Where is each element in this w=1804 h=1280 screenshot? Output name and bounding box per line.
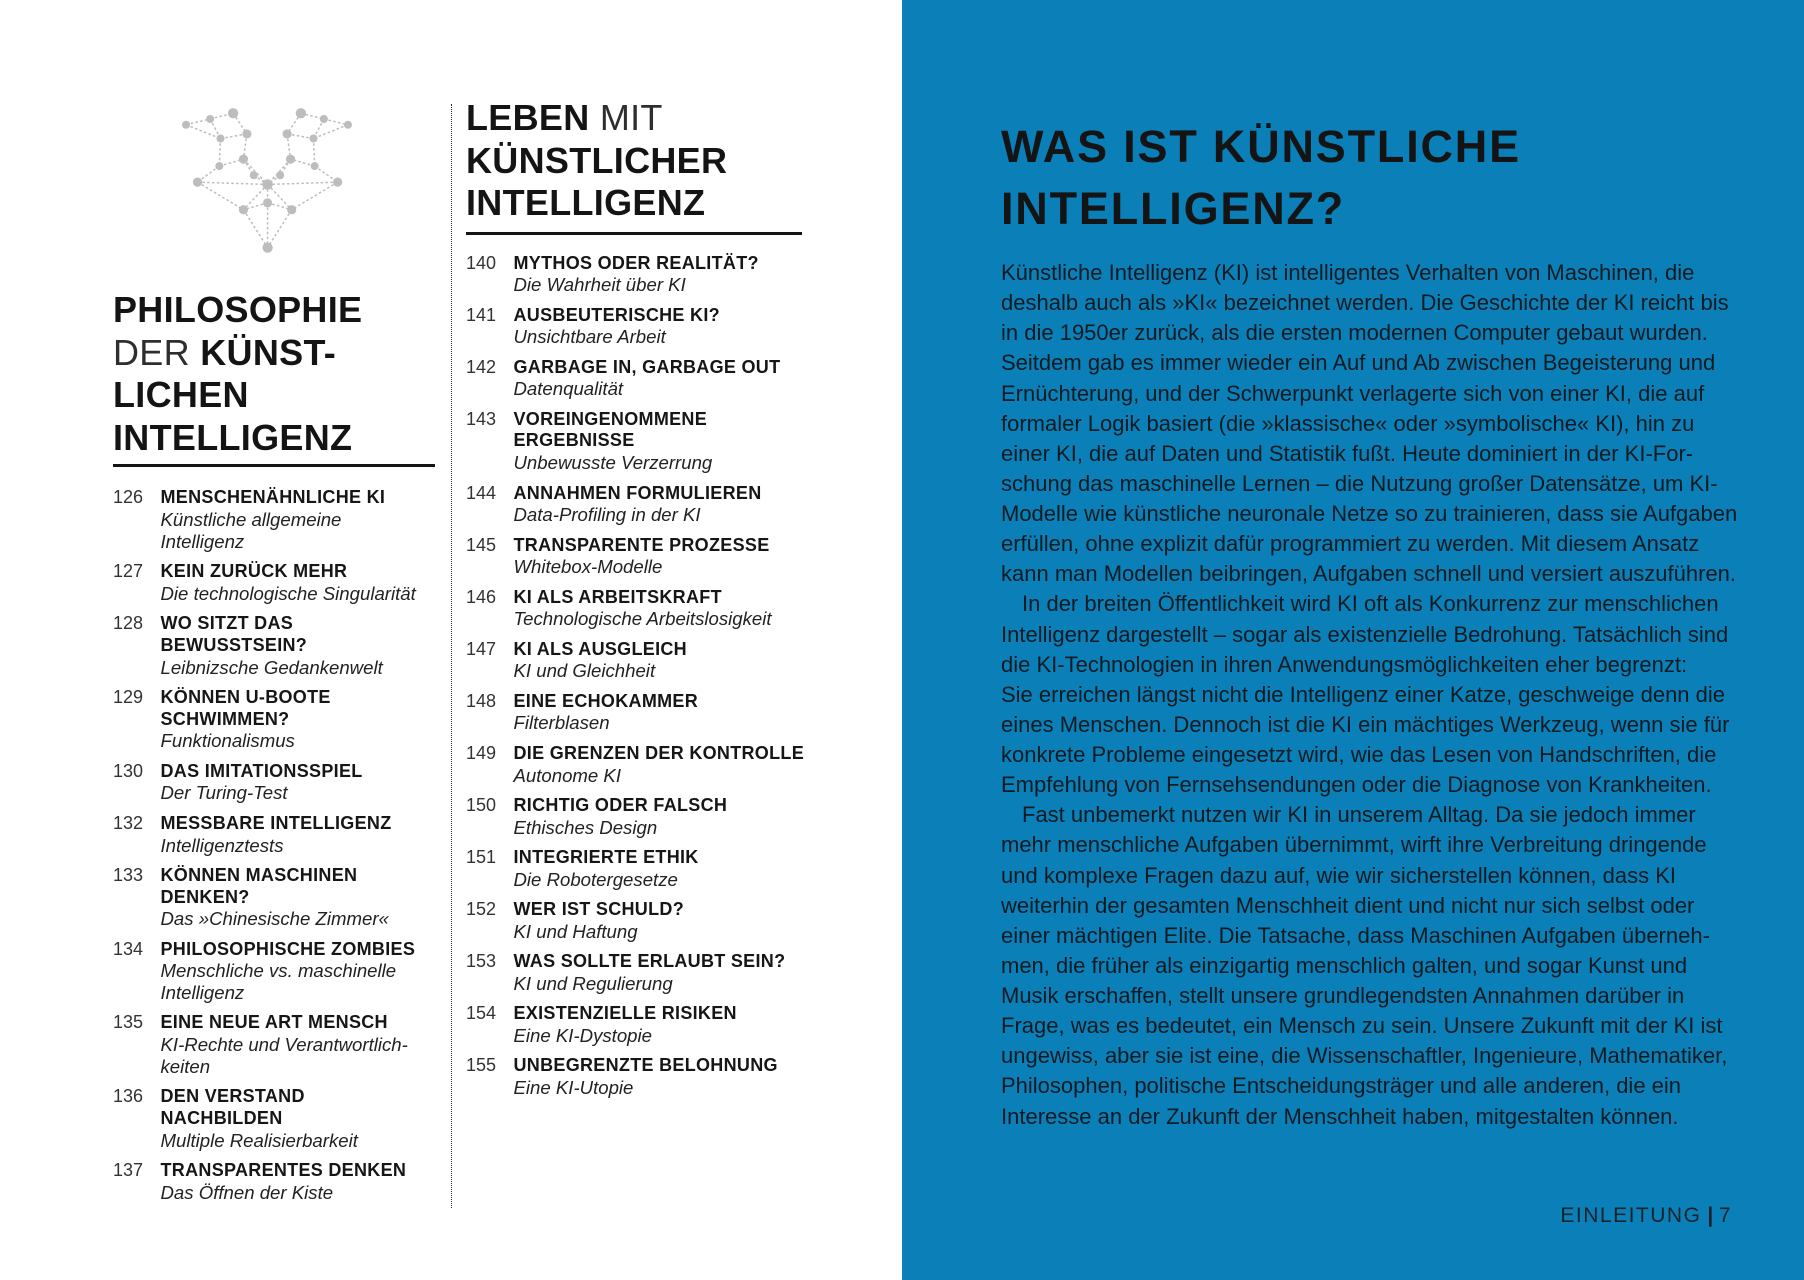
- network-nodes: [182, 108, 352, 253]
- heading-word: KÜNST-: [200, 331, 337, 373]
- toc-entry-title: KÖNNEN U-BOOTE: [160, 686, 331, 707]
- toc-entry-subtitle: Filterblasen: [513, 712, 610, 734]
- toc-entry-subtitle: Autonome KI: [513, 764, 621, 786]
- toc-page-number: 127: [113, 561, 144, 582]
- heading-word: KÜNSTLICHER: [466, 139, 728, 181]
- body-paragraph: [1001, 589, 1761, 800]
- body-line: Künstliche Intelligenz (KI) ist intelligentes Verhalten von Maschinen, die: [1001, 260, 1695, 285]
- philosophy-contents-list: [113, 487, 416, 1212]
- heading-line: [466, 140, 727, 183]
- toc-entry-title: NACHBILDEN: [160, 1107, 283, 1128]
- toc-entry: [466, 743, 804, 787]
- toc-entry-subtitle: KI und Regulierung: [513, 972, 673, 994]
- toc-entry-text: [514, 951, 786, 995]
- intro-body-text: [1001, 258, 1761, 1132]
- toc-page-number: 150: [466, 794, 497, 815]
- toc-entry-title: WER IST SCHULD?: [513, 898, 684, 919]
- title-line: WAS IST KÜNSTLICHE: [1001, 121, 1521, 172]
- toc-entry-title: ANNAHMEN FORMULIEREN: [513, 482, 762, 503]
- neural-network-icon: [178, 106, 356, 256]
- toc-entry-text: [161, 561, 416, 605]
- toc-page-number: 126: [113, 487, 144, 508]
- body-line: Interesse an der Zukunft der Menschheit haben, mitgestalten können.: [1001, 1103, 1679, 1129]
- section-heading-rule: [466, 232, 802, 235]
- toc-entry: [113, 487, 416, 552]
- body-line: Empfehlung von Fernsehsendungen oder die Diagnose von Krankheiten.: [1001, 772, 1712, 798]
- toc-entry: [113, 613, 416, 678]
- body-paragraph: [1001, 258, 1761, 589]
- toc-entry-title: RICHTIG ODER FALSCH: [513, 794, 728, 815]
- toc-page-number: 152: [466, 898, 497, 919]
- heading-word: MIT: [599, 97, 663, 138]
- toc-entry-subtitle: Das Öffnen der Kiste: [160, 1181, 334, 1203]
- toc-entry-subtitle: KI und Haftung: [513, 920, 638, 942]
- living-contents-list: [466, 253, 804, 1108]
- heading-word: DER: [113, 331, 190, 373]
- toc-entry-text: [514, 253, 759, 297]
- toc-entry: [113, 761, 416, 805]
- body-line: formaler Logik basiert (die »klassische« oder »symbolische« KI), hin zu: [1001, 410, 1695, 436]
- body-line: Frage, was es bedeutet, ein Mensch zu sein. Unsere Zukunft mit der KI ist: [1001, 1013, 1723, 1039]
- toc-entry: [466, 691, 804, 735]
- philosophy-section-heading: [113, 289, 362, 459]
- toc-entry: [466, 253, 804, 297]
- body-line: erfüllen, ohne explizit dafür programmiert zu werden. Mit diesem Ansatz: [1001, 531, 1700, 557]
- toc-entry: [466, 409, 804, 474]
- toc-entry-title: MESSBARE INTELLIGENZ: [160, 812, 392, 833]
- heading-word: INTELLIGENZ: [466, 182, 706, 224]
- heading-line: [466, 97, 727, 140]
- toc-entry: [466, 1003, 804, 1047]
- toc-entry-subtitle: Leibnizsche Gedankenwelt: [160, 656, 383, 678]
- toc-entry-title: INTEGRIERTE ETHIK: [513, 846, 699, 867]
- toc-entry-subtitle: KI-Rechte und Verantwortlich-: [160, 1034, 408, 1056]
- toc-entry: [113, 813, 416, 857]
- toc-page-number: 134: [113, 938, 144, 959]
- toc-entry-subtitle: Ethisches Design: [513, 816, 658, 838]
- heading-line: [466, 182, 727, 225]
- toc-entry-title: KÖNNEN MASCHINEN: [160, 864, 358, 885]
- toc-entry: [466, 587, 804, 631]
- toc-page-number: 144: [466, 482, 497, 503]
- body-line: Sie erreichen längst nicht die Intelligenz einer Katze, geschweige denn die: [1001, 681, 1726, 707]
- page-title: [1001, 116, 1521, 240]
- heading-line: [113, 374, 362, 417]
- toc-entry-title: ERGEBNISSE: [513, 430, 635, 451]
- toc-entry-subtitle: Die Wahrheit über KI: [513, 274, 686, 296]
- toc-entry-title: AUSBEUTERISCHE KI?: [513, 304, 720, 325]
- footer-separator: |: [1707, 1204, 1715, 1227]
- body-line: deshalb auch als »KI« bezeichnet werden. Die Geschichte der KI reicht bis: [1001, 290, 1729, 316]
- toc-entry-title: DEN VERSTAND: [160, 1086, 305, 1107]
- toc-entry-subtitle: Eine KI-Dystopie: [513, 1024, 652, 1046]
- toc-page-number: 128: [113, 613, 144, 634]
- body-line: ungewiss, aber sie ist eine, die Wissenschaftler, Ingenieure, Mathematiker,: [1001, 1043, 1728, 1069]
- toc-entry-text: [161, 939, 416, 1004]
- toc-entry-text: [161, 1160, 407, 1204]
- body-line: In der breiten Öffentlichkeit wird KI oft als Konkurrenz zur menschlichen: [1022, 591, 1719, 617]
- toc-entry-text: [514, 305, 720, 349]
- toc-page-number: 129: [113, 686, 144, 707]
- section-heading-rule: [113, 464, 435, 467]
- body-line: Seitdem gab es immer wieder ein Auf und Ab zwischen Begeisterung und: [1001, 350, 1716, 376]
- toc-entry: [113, 561, 416, 605]
- toc-entry-text: [161, 865, 389, 930]
- body-line: in die 1950er zurück, als die ersten modernen Computer gebaut wurden.: [1001, 320, 1708, 346]
- toc-page-number: 151: [466, 846, 497, 867]
- body-line: Philosophen, politische Entscheidungsträger und alle anderen, die ein: [1001, 1073, 1682, 1099]
- toc-page-number: 137: [113, 1160, 144, 1181]
- toc-entry-text: [514, 409, 713, 474]
- toc-page-number: 146: [466, 586, 497, 607]
- toc-entry-subtitle: Funktionalismus: [160, 730, 295, 752]
- living-section-heading: [466, 97, 727, 225]
- body-line: und komplexe Fragen dazu auf, wie wir sicherstellen können, dass KI: [1001, 862, 1677, 888]
- toc-page-number: 133: [113, 864, 144, 885]
- column-divider: [451, 104, 452, 1208]
- toc-page-number: 143: [466, 408, 497, 429]
- heading-line: [113, 332, 362, 375]
- toc-entry-title: PHILOSOPHISCHE ZOMBIES: [160, 938, 416, 959]
- toc-entry: [466, 899, 804, 943]
- body-line: eines Menschen. Dennoch ist die KI ein mächtiges Werkzeug, wenn sie für: [1001, 711, 1730, 737]
- body-line: Modelle wie künstliche neuronale Netze so zu trainieren, dass sie Aufgaben: [1001, 501, 1738, 526]
- toc-entry: [466, 305, 804, 349]
- toc-entry-title: DAS IMITATIONSSPIEL: [160, 760, 363, 781]
- toc-entry-title: DENKEN?: [160, 886, 250, 907]
- heading-word: PHILOSOPHIE: [113, 289, 363, 330]
- footer-page-number: 7: [1718, 1204, 1732, 1227]
- toc-entry-text: [161, 813, 392, 857]
- body-paragraph: [1001, 800, 1761, 1131]
- body-line: die KI-Technologien in ihren Anwendungsmöglichkeiten eher begrenzt:: [1001, 651, 1688, 677]
- toc-entry-subtitle: Der Turing-Test: [160, 782, 288, 804]
- heading-line: [113, 289, 362, 332]
- toc-entry-text: [514, 639, 687, 683]
- heading-word: INTELLIGENZ: [113, 416, 353, 458]
- toc-entry: [113, 1160, 416, 1204]
- toc-entry-text: [161, 613, 383, 678]
- body-line: schung das maschinelle Lernen – die Nutzung großer Datensätze, um KI-: [1001, 470, 1718, 496]
- toc-entry-title: EXISTENZIELLE RISIKEN: [513, 1003, 737, 1023]
- toc-entry-text: [514, 899, 685, 943]
- toc-entry: [466, 357, 804, 401]
- toc-entry-subtitle: Whitebox-Modelle: [513, 556, 663, 578]
- toc-entry: [466, 535, 804, 579]
- heading-word: LEBEN: [466, 97, 590, 138]
- toc-entry-title: WAS SOLLTE ERLAUBT SEIN?: [513, 950, 786, 971]
- toc-page-number: 147: [466, 638, 497, 659]
- toc-entry-title: DIE GRENZEN DER KONTROLLE: [513, 742, 805, 763]
- toc-entry: [466, 483, 804, 527]
- toc-entry: [113, 865, 416, 930]
- toc-entry-title: MYTHOS ODER REALITÄT?: [513, 252, 759, 273]
- toc-entry-text: [514, 795, 728, 839]
- toc-entry: [113, 687, 416, 752]
- toc-entry-text: [161, 687, 331, 752]
- body-line: weiterhin der gesamten Menschheit dient und nicht nur sich selbst oder: [1001, 892, 1695, 918]
- toc-entry-title: SCHWIMMEN?: [160, 708, 290, 729]
- toc-page-number: 149: [466, 742, 497, 763]
- toc-entry: [113, 1012, 416, 1077]
- toc-entry-subtitle: Unsichtbare Arbeit: [513, 326, 666, 348]
- toc-entry: [466, 795, 804, 839]
- body-line: Musik erschaffen, stellt unsere grundlegendsten Annahmen darüber in: [1001, 983, 1685, 1008]
- toc-entry-title: TRANSPARENTE PROZESSE: [513, 534, 770, 555]
- toc-entry-text: [161, 1086, 358, 1151]
- toc-entry-text: [161, 761, 363, 805]
- page-footer: [1560, 1204, 1732, 1228]
- toc-entry: [466, 639, 804, 683]
- toc-entry-title: MENSCHENÄHNLICHE KI: [160, 487, 386, 508]
- toc-entry-subtitle: KI und Gleichheit: [513, 660, 656, 682]
- toc-entry-subtitle: Multiple Realisierbarkeit: [160, 1129, 358, 1151]
- toc-entry-text: [514, 1003, 737, 1047]
- toc-entry-subtitle: Das »Chinesische Zimmer«: [160, 908, 389, 930]
- toc-entry-text: [514, 847, 699, 891]
- toc-entry-text: [161, 1012, 408, 1077]
- toc-entry: [113, 939, 416, 1004]
- toc-entry-text: [514, 743, 805, 787]
- body-line: mehr menschliche Aufgaben übernimmt, wirft ihre Verbreitung dringende: [1001, 832, 1707, 858]
- body-line: einer mächtigen Elite. Die Tatsache, dass Maschinen Aufgaben überneh-: [1001, 922, 1710, 948]
- toc-entry-title: UNBEGRENZTE BELOHNUNG: [513, 1055, 778, 1076]
- toc-entry-subtitle: Technologische Arbeitslosigkeit: [513, 608, 772, 630]
- toc-entry-subtitle: Die technologische Singularität: [160, 582, 416, 604]
- toc-page-number: 140: [466, 252, 497, 273]
- introduction-page: [902, 0, 1804, 1280]
- toc-entry-subtitle: Künstliche allgemeine: [160, 509, 342, 531]
- toc-page-number: 136: [113, 1086, 144, 1107]
- body-line: kann man Modellen beibringen, Aufgaben schnell und versiert auszuführen.: [1001, 561, 1737, 587]
- toc-page-number: 141: [466, 304, 497, 325]
- toc-entry: [466, 951, 804, 995]
- toc-entry-text: [514, 587, 772, 631]
- heading-line: [113, 417, 362, 460]
- toc-entry-title: KI ALS AUSGLEICH: [513, 638, 687, 659]
- toc-entry: [466, 1055, 804, 1099]
- toc-entry-subtitle: Intelligenz: [160, 530, 245, 552]
- footer-section-label: EINLEITUNG: [1560, 1204, 1702, 1227]
- toc-entry-title: EINE ECHOKAMMER: [513, 690, 699, 711]
- toc-entry-subtitle: Eine KI-Utopie: [513, 1076, 634, 1098]
- toc-entry-title: KEIN ZURÜCK MEHR: [160, 561, 348, 582]
- toc-entry-subtitle: Unbewusste Verzerrung: [513, 452, 713, 474]
- body-line: einer KI, die auf Daten und Statistik fußt. Heute dominiert in der KI-For-: [1001, 440, 1694, 466]
- toc-entry-title: WO SITZT DAS: [160, 613, 294, 634]
- toc-entry-title: GARBAGE IN, GARBAGE OUT: [513, 356, 781, 377]
- toc-entry-text: [161, 487, 386, 552]
- toc-page-number: 155: [466, 1055, 497, 1076]
- toc-entry-subtitle: Intelligenz: [160, 982, 245, 1004]
- toc-entry-subtitle: Die Robotergesetze: [513, 868, 678, 890]
- toc-entry-title: VOREINGENOMMENE: [513, 408, 708, 429]
- body-line: Ernüchterung, und der Schwerpunkt verlagerte sich von einer KI, die auf: [1001, 380, 1705, 406]
- toc-page-number: 148: [466, 690, 497, 711]
- toc-entry-text: [514, 535, 770, 579]
- toc-page-number: 132: [113, 812, 144, 833]
- body-line: Fast unbemerkt nutzen wir KI in unserem Alltag. Da sie jedoch immer: [1022, 802, 1696, 828]
- toc-entry-title: TRANSPARENTES DENKEN: [160, 1160, 407, 1181]
- toc-entry: [113, 1086, 416, 1151]
- toc-entry-text: [514, 483, 762, 527]
- toc-entry-subtitle: Datenqualität: [513, 378, 624, 400]
- title-line: INTELLIGENZ?: [1001, 183, 1346, 234]
- toc-page-number: 154: [466, 1003, 497, 1023]
- body-line: konkrete Probleme eingesetzt wird, wie das Lesen von Handschriften, die: [1001, 742, 1717, 767]
- toc-page-number: 130: [113, 760, 144, 781]
- toc-entry-title: KI ALS ARBEITSKRAFT: [513, 586, 722, 607]
- toc-entry-title: EINE NEUE ART MENSCH: [160, 1012, 388, 1033]
- toc-entry-subtitle: Data-Profiling in der KI: [513, 504, 701, 526]
- toc-page-number: 145: [466, 534, 497, 555]
- toc-entry-subtitle: Intelligenztests: [160, 834, 284, 856]
- toc-page-number: 142: [466, 356, 497, 377]
- body-line: Intelligenz dargestellt – sogar als existenzielle Bedrohung. Tatsächlich sind: [1001, 621, 1729, 647]
- toc-entry-title: BEWUSSTSEIN?: [160, 634, 308, 655]
- toc-entry-subtitle: Menschliche vs. maschinelle: [160, 960, 397, 982]
- toc-entry: [466, 847, 804, 891]
- toc-entry-text: [514, 691, 699, 735]
- toc-entry-subtitle: keiten: [160, 1055, 211, 1077]
- heading-word: LICHEN: [113, 374, 249, 416]
- toc-entry-text: [514, 357, 781, 401]
- toc-entry-text: [514, 1055, 778, 1099]
- toc-page-number: 153: [466, 950, 497, 971]
- body-line: men, die früher als einzigartig menschlich galten, und sogar Kunst und: [1001, 952, 1688, 978]
- toc-page-number: 135: [113, 1012, 144, 1033]
